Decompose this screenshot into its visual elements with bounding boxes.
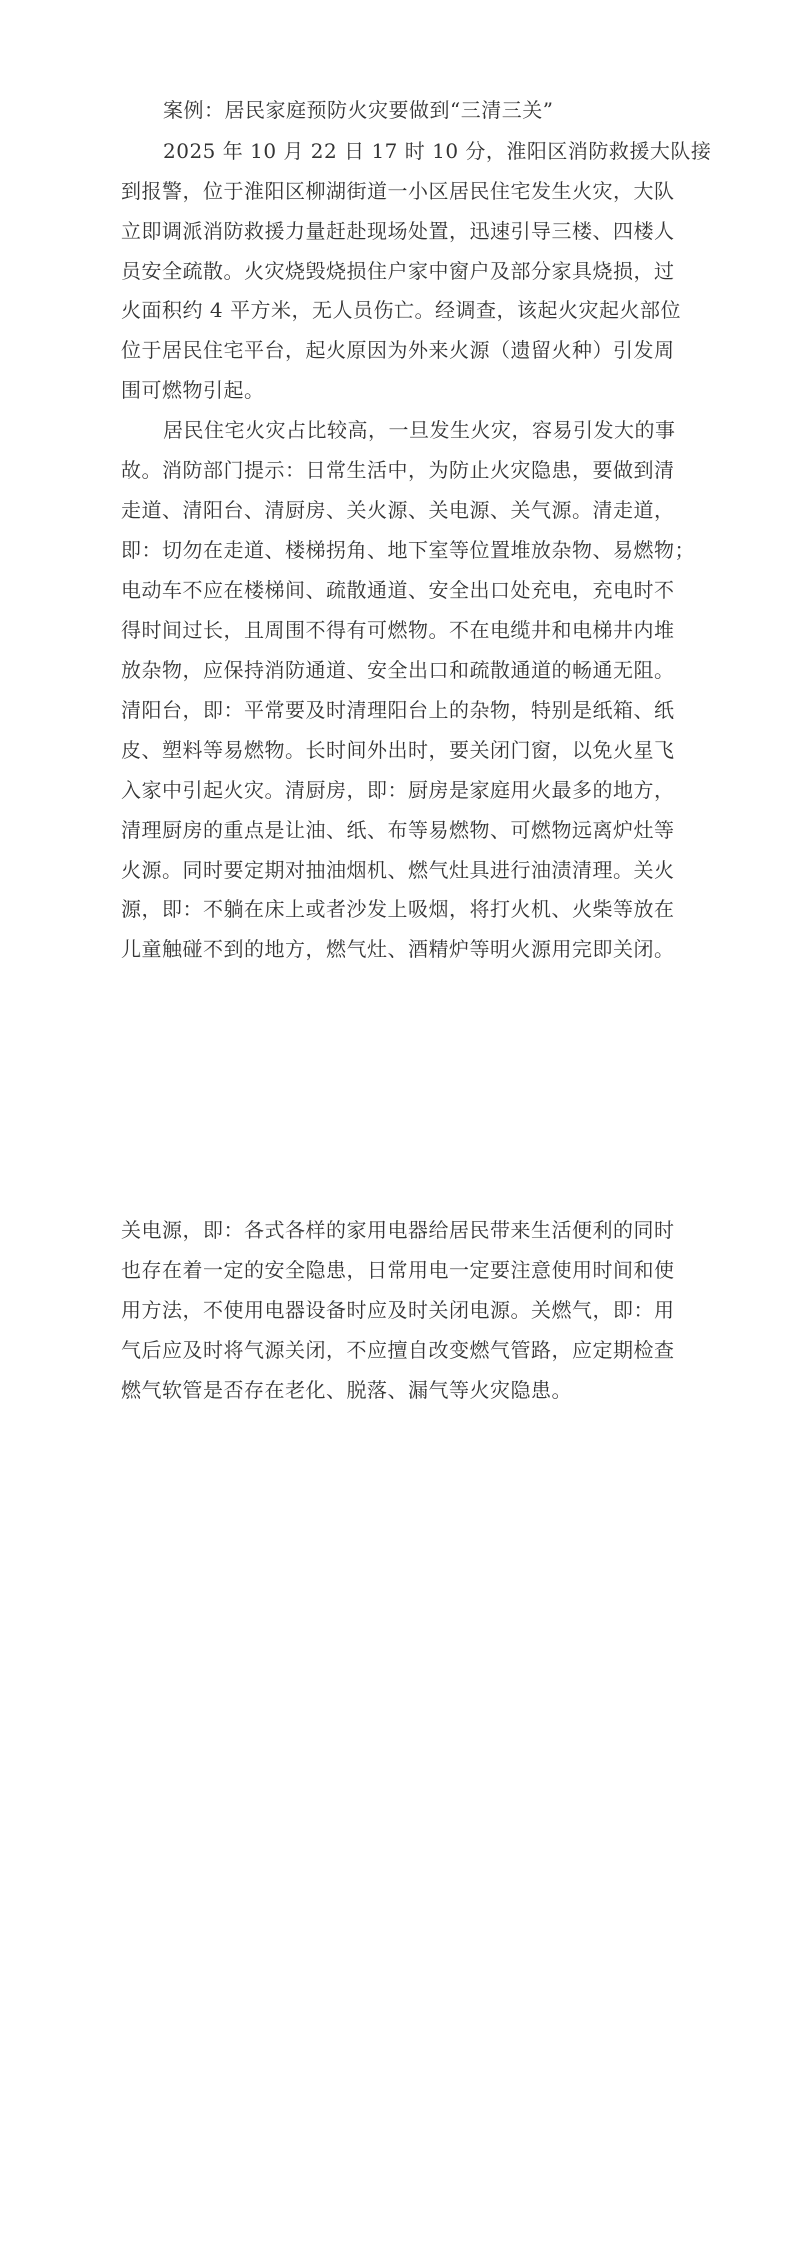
para2-line: 放杂物，应保持消防通道、安全出口和疏散通道的畅通无阻。 [121, 658, 675, 682]
para2-line: 清理厨房的重点是让油、纸、布等易燃物、可燃物远离炉灶等 [121, 818, 675, 842]
para1-line: 火面积约 4 平方米，无人员伤亡。经调查，该起火灾起火部位 [121, 298, 681, 322]
para3-line: 也存在着一定的安全隐患，日常用电一定要注意使用时间和使 [121, 1258, 675, 1282]
para2-line: 即：切勿在走道、楼梯拐角、地下室等位置堆放杂物、易燃物； [121, 538, 695, 562]
para3-line: 用方法，不使用电器设备时应及时关闭电源。关燃气，即：用 [121, 1298, 675, 1322]
para2-line: 皮、塑料等易燃物。长时间外出时，要关闭门窗，以免火星飞 [121, 738, 675, 762]
para1-line: 立即调派消防救援力量赶赴现场处置，迅速引导三楼、四楼人 [121, 219, 675, 243]
para2-line: 得时间过长，且周围不得有可燃物。不在电缆井和电梯井内堆 [121, 618, 675, 642]
para2-line: 电动车不应在楼梯间、疏散通道、安全出口处充电，充电时不 [121, 578, 675, 602]
para1-line: 2025 年 10 月 22 日 17 时 10 分，淮阳区消防救援大队接 [163, 139, 712, 163]
article-title: 案例：居民家庭预防火灾要做到“三清三关” [163, 98, 554, 122]
para1-line: 围可燃物引起。 [121, 378, 265, 402]
para3-line: 气后应及时将气源关闭，不应擅自改变燃气管路，应定期检查 [121, 1338, 675, 1362]
para3-line: 燃气软管是否存在老化、脱落、漏气等火灾隐患。 [121, 1378, 572, 1402]
para2-line: 入家中引起火灾。清厨房，即：厨房是家庭用火最多的地方， [121, 778, 675, 802]
para2-line: 源，即：不躺在床上或者沙发上吸烟，将打火机、火柴等放在 [121, 897, 675, 921]
para2-line: 居民住宅火灾占比较高，一旦发生火灾，容易引发大的事 [163, 418, 676, 442]
para3-line: 关电源，即：各式各样的家用电器给居民带来生活便利的同时 [121, 1218, 675, 1242]
para2-line: 故。消防部门提示：日常生活中，为防止火灾隐患，要做到清 [121, 458, 675, 482]
para1-line: 到报警，位于淮阳区柳湖街道一小区居民住宅发生火灾，大队 [121, 179, 675, 203]
para2-line: 火源。同时要定期对抽油烟机、燃气灶具进行油渍清理。关火 [121, 858, 675, 882]
para1-line: 员安全疏散。火灾烧毁烧损住户家中窗户及部分家具烧损，过 [121, 259, 675, 283]
para2-line: 儿童触碰不到的地方，燃气灶、酒精炉等明火源用完即关闭。 [121, 937, 675, 961]
para2-line: 走道、清阳台、清厨房、关火源、关电源、关气源。清走道， [121, 498, 675, 522]
para2-line: 清阳台，即：平常要及时清理阳台上的杂物，特别是纸箱、纸 [121, 698, 675, 722]
para1-line: 位于居民住宅平台，起火原因为外来火源（遗留火种）引发周 [121, 338, 675, 362]
